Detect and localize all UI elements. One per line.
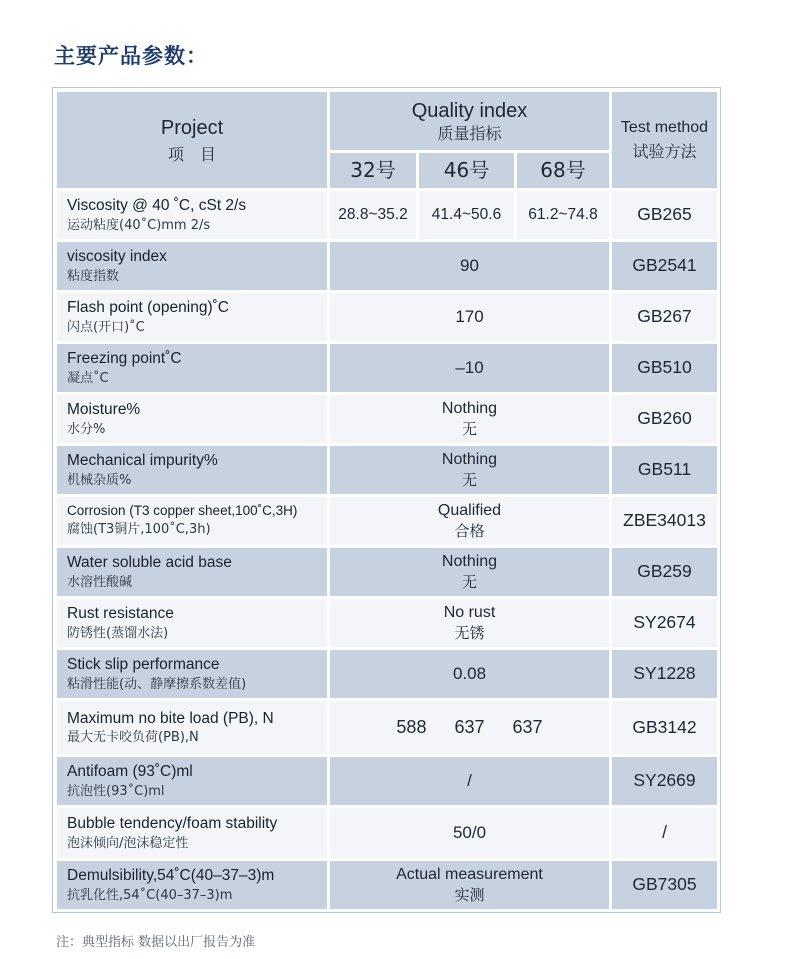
table-row: Freezing point˚C 凝点˚C [57, 344, 327, 392]
table-row: Moisture% 水分% [57, 395, 327, 443]
table-row: Demulsibility,54˚C(40–37–3)m 抗乳化性,54˚C(40–37–3)m [57, 861, 327, 909]
table-row: Maximum no bite load (PB), N 最大无卡咬负荷(PB),N [57, 701, 327, 754]
value-cell: No rust 无锈 [330, 599, 609, 647]
value-cell: Actual measurement 实测 [330, 861, 609, 909]
header-grade-46: 46号 [419, 153, 514, 188]
value-cell: 50/0 [330, 808, 609, 858]
header-project-zh: 项 目 [167, 144, 216, 164]
value-cell: Nothing 无 [330, 395, 609, 443]
header-method-en: Test method [620, 119, 709, 136]
header-quality-zh: 质量指标 [437, 123, 502, 143]
table-row: Antifoam (93˚C)ml 抗泡性(93˚C)ml [57, 757, 327, 805]
product-parameters-table [52, 87, 721, 913]
header-quality-en: Quality index [411, 99, 528, 122]
header-project-en: Project [160, 116, 224, 139]
method-cell: GB510 [612, 344, 717, 392]
method-cell: SY2674 [612, 599, 717, 647]
value-cell: 588 637 637 [330, 701, 609, 754]
value-cell: 90 [330, 242, 609, 290]
method-cell: GB267 [612, 293, 717, 341]
value-cell: 28.8~35.2 [330, 191, 416, 239]
table-row: Rust resistance 防锈性(蒸馏水法) [57, 599, 327, 647]
value-cell: 0.08 [330, 650, 609, 698]
value-cell: 170 [330, 293, 609, 341]
header-grade-32: 32号 [330, 153, 416, 188]
header-method [612, 92, 717, 188]
value-cell: 41.4~50.6 [419, 191, 514, 239]
value-cell: –10 [330, 344, 609, 392]
value-cell: Nothing 无 [330, 446, 609, 494]
header-project [57, 92, 327, 188]
header-quality [330, 92, 609, 150]
value-cell: 61.2~74.8 [517, 191, 609, 239]
method-cell: GB3142 [612, 701, 717, 754]
method-cell: GB265 [612, 191, 717, 239]
method-cell: GB260 [612, 395, 717, 443]
table-row: Water soluble acid base 水溶性酸碱 [57, 548, 327, 596]
footnote: 注：典型指标 数据以出厂报告为准 [56, 935, 256, 950]
table-row: Viscosity @ 40 ˚C, cSt 2/s 运动粘度(40˚C)mm 2/s [57, 191, 327, 239]
method-cell: ZBE34013 [612, 497, 717, 545]
header-method-zh: 试验方法 [632, 142, 697, 161]
method-cell: SY1228 [612, 650, 717, 698]
header-grade-68: 68号 [517, 153, 609, 188]
table-row: Bubble tendency/foam stability 泡沫倾向/泡沫稳定性 [57, 808, 327, 858]
method-cell: SY2669 [612, 757, 717, 805]
table-row: Mechanical impurity% 机械杂质% [57, 446, 327, 494]
method-cell: / [612, 808, 717, 858]
value-cell: / [330, 757, 609, 805]
table-row: Corrosion (T3 copper sheet,100˚C,3H) 腐蚀(T3铜片,100˚C,3h) [57, 497, 327, 545]
method-cell: GB511 [612, 446, 717, 494]
method-cell: GB259 [612, 548, 717, 596]
method-cell: GB2541 [612, 242, 717, 290]
table-row: Flash point (opening)˚C 闪点(开口)˚C [57, 293, 327, 341]
table-row: Stick slip performance 粘滑性能(动、静摩擦系数差值) [57, 650, 327, 698]
page-title: 主要产品参数： [54, 44, 208, 68]
table-row: viscosity index 粘度指数 [57, 242, 327, 290]
method-cell: GB7305 [612, 861, 717, 909]
value-cell: Nothing 无 [330, 548, 609, 596]
value-cell: Qualified 合格 [330, 497, 609, 545]
